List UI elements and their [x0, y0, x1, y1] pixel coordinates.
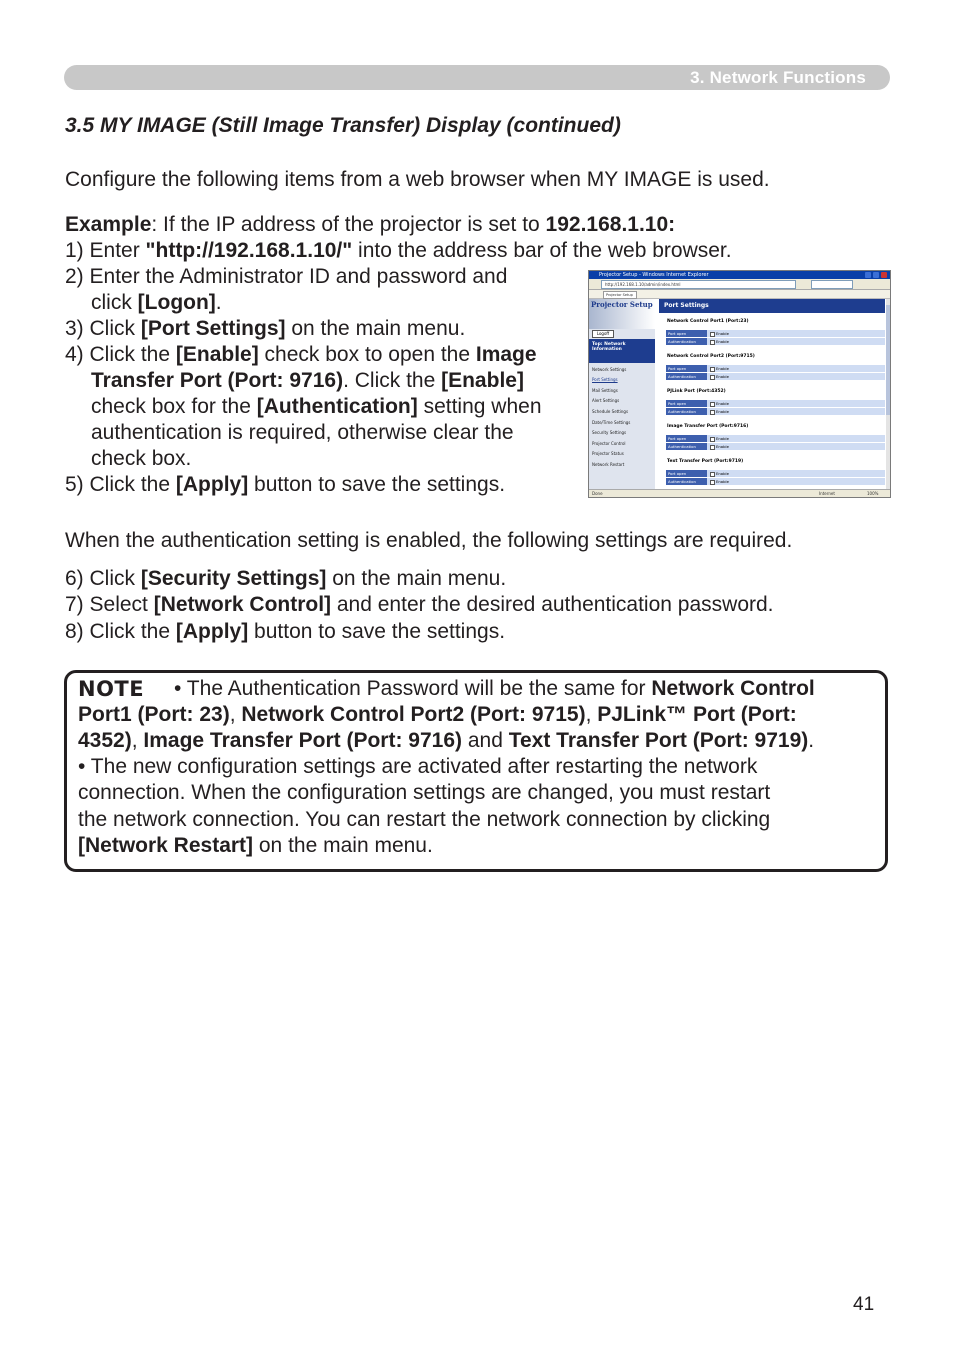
web-menu-item: Network Settings [592, 367, 627, 372]
note-bold: Network Control Port2 (Port: 9715) [241, 703, 586, 726]
checkbox-icon [710, 367, 715, 372]
port-row [666, 434, 885, 442]
step-5-text: 5) Click the [65, 473, 176, 496]
note-text: , [131, 729, 144, 752]
port-row-value [710, 435, 729, 442]
note-bold: Image Transfer Port (Port: 9716) [143, 729, 462, 752]
web-panel-header [659, 299, 885, 313]
port-row [666, 372, 885, 380]
enable-label: Enable [716, 479, 729, 484]
note-bold: Network Control [651, 677, 815, 700]
web-menu-item: Port Settings [592, 377, 618, 382]
section-title: 3.5 MY IMAGE (Still Image Transfer) Display (continued) [65, 114, 621, 137]
port-row [666, 399, 885, 407]
port-row-label: Authentication [666, 373, 707, 380]
step-4-setting-when: setting when [417, 395, 542, 418]
step-4-image: Image [475, 343, 537, 366]
port-row-value [710, 400, 729, 407]
address-field: http://192.168.1.10/admin/index.html [601, 280, 796, 289]
page-number: 41 [853, 1294, 875, 1315]
step-4-port: Transfer Port (Port: 9716) [91, 369, 344, 392]
step-5-apply: [Apply] [175, 473, 249, 496]
enable-label: Enable [716, 366, 729, 371]
web-menu-item: Security Settings [592, 430, 627, 435]
section-header-label: 3. Network Functions [690, 68, 866, 87]
web-scrollbar-thumb [886, 305, 890, 415]
port-row [666, 477, 885, 485]
step-4-authentication: [Authentication] [256, 395, 418, 418]
checkbox-icon [710, 340, 715, 345]
note-line-5: connection. When the configuration settings are changed, you must restart [78, 781, 771, 804]
minimize-icon [865, 272, 871, 278]
web-menu-item: Alert Settings [592, 398, 620, 403]
example-ip: 192.168.1.10: [545, 213, 676, 236]
step-6-text-end: on the main menu. [326, 567, 507, 590]
port-row [666, 329, 885, 337]
example-text: : If the IP address of the projector is set to [151, 213, 546, 236]
step-8-text-end: button to save the settings. [248, 620, 506, 643]
web-panel-title: Port Settings [664, 302, 709, 309]
intro-paragraph: Configure the following items from a web browser when MY IMAGE is used. [65, 168, 770, 191]
maximize-icon [873, 272, 879, 278]
step-7-network-control: [Network Control] [153, 593, 332, 616]
step-4-click-the: . Click the [343, 369, 442, 392]
port-group-title: Image Transfer Port (Port:9716) [667, 424, 749, 429]
step-5-text-end: button to save the settings. [248, 473, 506, 496]
step-2: 2) Enter the Administrator ID and password and [65, 265, 508, 288]
status-zoom: 100% [867, 491, 879, 496]
web-page [589, 299, 886, 489]
step-2-period: . [215, 291, 222, 314]
status-text: Done [592, 491, 603, 496]
port-group-title: Text Transfer Port (Port:9719) [667, 459, 744, 464]
step-4-line-2 [91, 368, 524, 394]
step-3-text: 3) Click [65, 317, 141, 340]
note-line-2 [78, 702, 797, 728]
enable-label: Enable [716, 436, 729, 441]
note-bold: Port1 (Port: 23) [78, 703, 230, 726]
note-bold: 4352) [78, 729, 132, 752]
port-row-value [710, 338, 729, 345]
step-4-enable-2: [Enable] [441, 369, 524, 392]
checkbox-icon [710, 375, 715, 380]
step-1-url: "http://192.168.1.10/" [145, 239, 353, 262]
note-line-3 [78, 728, 814, 754]
port-row-value [710, 470, 729, 477]
port-group-title: Network Control Port1 (Port:23) [667, 319, 749, 324]
enable-label: Enable [716, 409, 729, 414]
note-text: • The Authentication Password will be the same for [174, 677, 652, 700]
checkbox-icon [710, 402, 715, 407]
port-row-label: Authentication [666, 443, 707, 450]
enable-label: Enable [716, 401, 729, 406]
web-logo [589, 299, 655, 329]
port-row-label: Port open [666, 470, 707, 477]
note-bold: PJLink™ Port (Port: [597, 703, 797, 726]
note-text: on the main menu. [253, 834, 433, 857]
note-text: and [462, 729, 509, 752]
window-titlebar [589, 271, 890, 279]
port-row-value [710, 365, 729, 372]
example-label: Example [65, 213, 152, 236]
port-group-title: PJLink Port (Port:4352) [667, 389, 726, 394]
note-line-4: • The new configuration settings are activated after restarting the network [78, 755, 758, 778]
port-row-label: Authentication [666, 408, 707, 415]
port-row-label: Port open [666, 435, 707, 442]
logoff-button: Logoff [592, 330, 614, 338]
port-row-value [710, 408, 729, 415]
note-text: . [808, 729, 815, 752]
step-8-text: 8) Click the [65, 620, 176, 643]
search-field [811, 280, 853, 289]
web-menu-item: Mail Settings [592, 388, 618, 393]
step-1 [65, 238, 732, 264]
enable-label: Enable [716, 339, 729, 344]
close-icon [881, 272, 887, 278]
note-text: , [229, 703, 242, 726]
note-label: NOTE [78, 677, 145, 701]
section-header-bar [64, 65, 890, 90]
step-7-text-end: and enter the desired authentication password. [331, 593, 774, 616]
step-3 [65, 316, 465, 342]
web-menu-item: Network Restart [592, 462, 625, 467]
port-row [666, 469, 885, 477]
address-bar [589, 279, 890, 290]
example-line [65, 212, 675, 238]
web-logo-text: Projector Setup [591, 300, 653, 309]
browser-toolbar [589, 290, 890, 299]
step-1-text-end: into the address bar of the web browser. [352, 239, 732, 262]
port-row-label: Port open [666, 365, 707, 372]
step-4-line-3 [91, 394, 542, 420]
note-line-7 [78, 833, 433, 859]
step-7 [65, 592, 774, 618]
web-top-nav [589, 339, 655, 363]
browser-screenshot [588, 270, 891, 498]
port-row-value [710, 330, 729, 337]
checkbox-icon [710, 472, 715, 477]
step-3-port-settings: [Port Settings] [140, 317, 286, 340]
step-8-apply: [Apply] [175, 620, 249, 643]
window-title: Projector Setup - Windows Internet Explorer [599, 272, 709, 278]
browser-tab: Projector Setup [603, 291, 637, 299]
step-2-logon: [Logon] [137, 291, 216, 314]
port-row-value [710, 478, 729, 485]
step-2-text: click [91, 291, 138, 314]
note-line-6: the network connection. You can restart the network connection by clicking [78, 808, 771, 831]
status-zone: Internet [819, 491, 835, 496]
checkbox-icon [710, 410, 715, 415]
port-row [666, 364, 885, 372]
auth-intro-paragraph: When the authentication setting is enabled, the following settings are required. [65, 529, 793, 552]
step-2-cont [91, 290, 222, 316]
step-4-checkbox-for: check box for the [91, 395, 257, 418]
step-4-line-5: check box. [91, 447, 192, 470]
note-bold: Text Transfer Port (Port: 9719) [508, 729, 809, 752]
enable-label: Enable [716, 331, 729, 336]
port-row [666, 337, 885, 345]
step-1-text: 1) Enter [65, 239, 146, 262]
port-row-label: Authentication [666, 338, 707, 345]
port-row [666, 442, 885, 450]
step-4-line-4: authentication is required, otherwise clear the [91, 421, 514, 444]
step-7-text: 7) Select [65, 593, 154, 616]
step-6 [65, 566, 506, 592]
web-menu-item: Projector Control [592, 441, 626, 446]
note-text: , [585, 703, 598, 726]
step-5 [65, 472, 505, 498]
step-4 [65, 342, 537, 368]
web-top-nav-label: Top: Network Information [592, 342, 626, 352]
note-line-1 [174, 676, 815, 702]
step-3-text-end: on the main menu. [285, 317, 466, 340]
step-4-enable: [Enable] [175, 343, 259, 366]
step-6-security: [Security Settings] [140, 567, 327, 590]
browser-status-bar [589, 489, 890, 497]
enable-label: Enable [716, 471, 729, 476]
port-row [666, 407, 885, 415]
port-group-title: Network Control Port2 (Port:9715) [667, 354, 755, 359]
checkbox-icon [710, 332, 715, 337]
checkbox-icon [710, 480, 715, 485]
checkbox-icon [710, 445, 715, 450]
port-row-label: Port open [666, 400, 707, 407]
step-8 [65, 619, 505, 645]
port-row-label: Port open [666, 330, 707, 337]
web-sidebar [589, 299, 655, 489]
web-scrollbar [886, 299, 890, 489]
web-menu-item: Schedule Settings [592, 409, 629, 414]
web-menu-item: Date/Time Settings [592, 420, 631, 425]
checkbox-icon [710, 437, 715, 442]
step-4-text-mid: check box to open the [258, 343, 476, 366]
note-bold: [Network Restart] [78, 834, 254, 857]
step-6-text: 6) Click [65, 567, 141, 590]
step-4-text: 4) Click the [65, 343, 176, 366]
port-row-value [710, 373, 729, 380]
enable-label: Enable [716, 444, 729, 449]
web-menu-item: Projector Status [592, 451, 624, 456]
enable-label: Enable [716, 374, 729, 379]
port-row-value [710, 443, 729, 450]
port-row-label: Authentication [666, 478, 707, 485]
